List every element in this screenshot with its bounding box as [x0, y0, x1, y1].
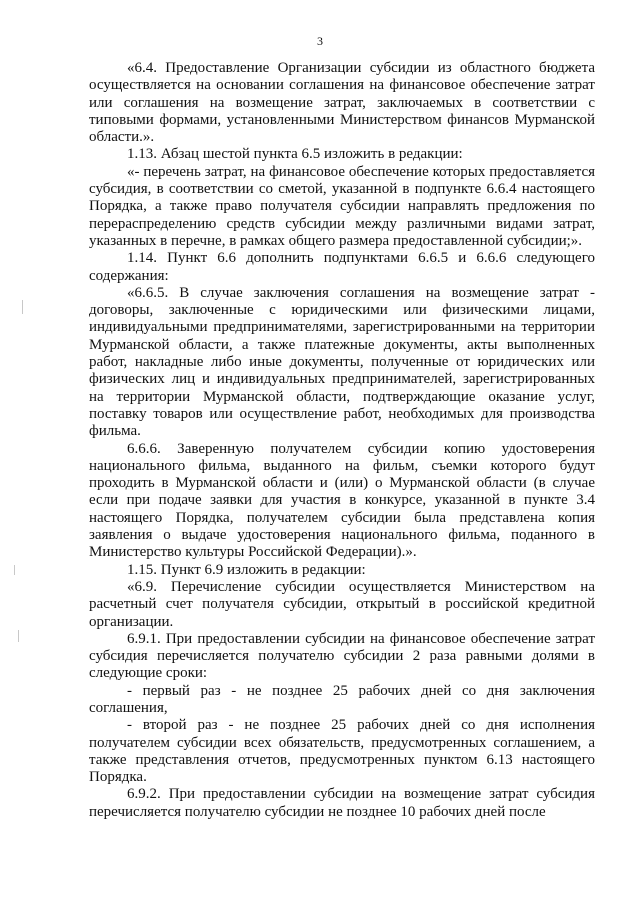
paragraph-6-6-5: «6.6.5. В случае заключения соглашения на возмещение затрат - договоры, заключенные с юридическими или физическими лицами, индивидуальными предпринимателями, зарегистрированными на территории Мурманской области, а также платежные документы, акты выполненных работ, накладные либо иные документы, полученные от юридических или физических лиц и индивидуальных предпринимателей, зарегистрированных на территории Мурманской области, подтверждающие оказание услуг, поставку товаров или осуществление работ, необходимых для производства фильма. [89, 284, 595, 440]
paragraph-6-9-1: 6.9.1. При предоставлении субсидии на финансовое обеспечение затрат субсидия перечисляется получателю субсидии 2 раза равными долями в следующие сроки: [89, 630, 595, 682]
paragraph-1-13: 1.13. Абзац шестой пункта 6.5 изложить в редакции: [127, 146, 463, 163]
scan-edge-mark [18, 630, 19, 642]
paragraph-1-14: 1.14. Пункт 6.6 дополнить подпунктами 6.6.5 и 6.6.6 следующего содержания: [89, 250, 595, 284]
page-number: 3 [317, 34, 323, 48]
paragraph-first-payment: - первый раз - не позднее 25 рабочих дней со дня заключения соглашения, [89, 682, 595, 716]
paragraph-second-payment: - второй раз - не позднее 25 рабочих дней со дня исполнения получателем субсидии всех обязательств, предусмотренных соглашением, а также представления отчетов, предусмотренных пунктом 6.13 настоящего Порядка. [89, 717, 595, 786]
scan-edge-mark [22, 300, 23, 314]
paragraph-6-6-6: 6.6.6. Заверенную получателем субсидии копию удостоверения национального фильма, выданного на фильм, съемки которого будут проходить в Мурманской области и (или) о Мурманской области (в случае если при подаче заявки для участия в конкурсе, указанной в пункте 3.4 настоящего Порядка, получателем субсидии была представлена копия заявления о выдаче удостоверения национального фильма, поданного в Министерство культуры Российской Федерации).». [89, 440, 595, 561]
paragraph-1-15: 1.15. Пункт 6.9 изложить в редакции: [127, 561, 366, 578]
paragraph-list-of-costs: «- перечень затрат, на финансовое обеспечение которых предоставляется субсидия, в соответствии со сметой, указанной в подпункте 6.6.4 настоящего Порядка, а также право получателя субсидии направлять предложения по перераспределению средств субсидии между различными видами затрат, указанных в перечне, в рамках общего размера предоставленной субсидии;». [89, 163, 595, 249]
paragraph-6-9-2: 6.9.2. При предоставлении субсидии на возмещение затрат субсидия перечисляется получателю субсидии не позднее 10 рабочих дней после [89, 786, 595, 820]
paragraph-6-4: «6.4. Предоставление Организации субсидии из областного бюджета осуществляется на основании соглашения на финансовое обеспечение затрат или соглашения на возмещение затрат, заключаемых в соответствии с типовыми формами, установленными Министерством финансов Мурманской области.». [89, 60, 595, 146]
paragraph-6-9: «6.9. Перечисление субсидии осуществляется Министерством на расчетный счет получателя субсидии, открытый в российской кредитной организации. [89, 578, 595, 630]
document-body [89, 60, 595, 821]
scan-edge-mark [14, 565, 15, 575]
